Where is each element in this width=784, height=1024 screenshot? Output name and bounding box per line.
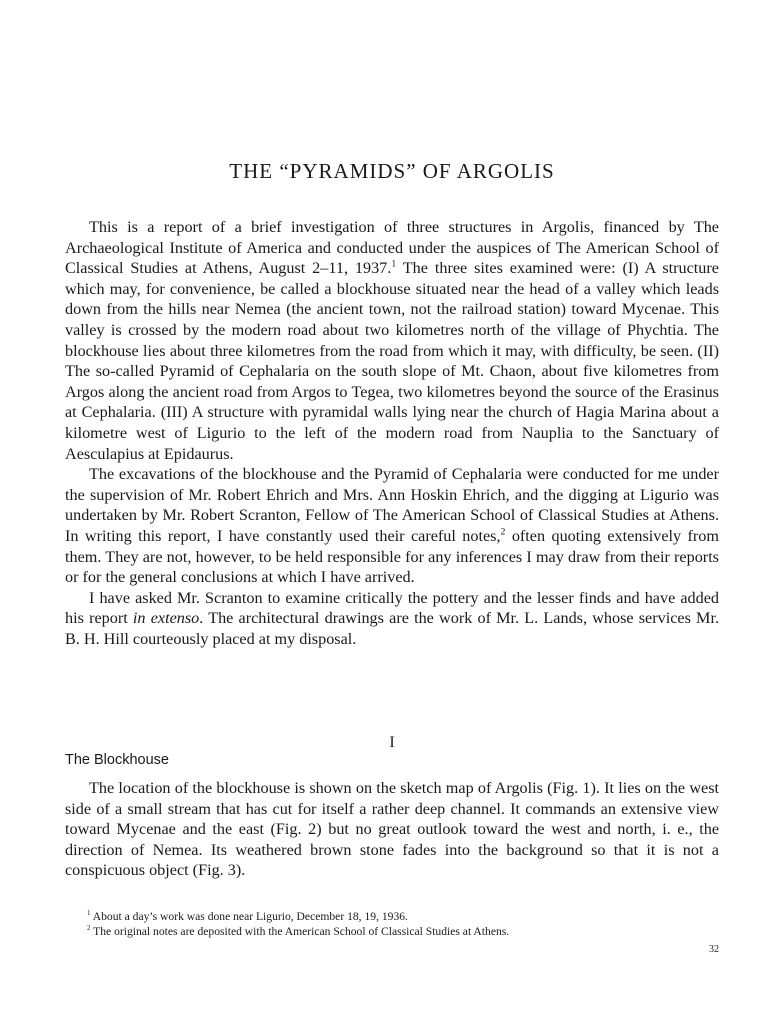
footnote-text: About a day’s work was done near Ligurio, December 18, 19, 1936. [90,910,408,923]
section-numeral: I [389,734,395,751]
section-text [65,778,719,881]
footnote-marker: 1 [87,909,91,918]
footnote-ref[interactable]: 1 [391,258,397,270]
footnote-marker: 2 [87,924,91,933]
text-run: The excavations of the blockhouse and the Pyramid of Cephalaria were conducted for me under the supervision of Mr. Robert Ehrich and Mrs. Ann Hoskin Ehrich, and the digging at Ligurio was undertaken by Mr. Robert Scranton, Fellow of The American School of Classical Studies at Athens. In writing this report, I have constantly used their careful notes, [65,465,719,545]
intro-text [65,217,719,649]
text-run: The three sites examined were: (I) A structure which may, for convenience, be called a blockhouse situated near the head of a valley which leads down from the hills near Nemea (the ancient town, not the railroad station) toward Mycenae. This valley is crossed by the modern road about two kilometres north of the village of Phychtia. The blockhouse lies about three kilometres from the road from which it may, with difficulty, be seen. (II) The so-called Pyramid of Cephalaria on the south slope of Mt. Chaon, about five kilometres from Argos along the ancient road from Argos to Tegea, two kilometres beyond the source of the Erasinus at Cephalaria. (III) A structure with pyramidal walls lying near the church of Hagia Marina about a kilometre west of Ligurio to the left of the modern road from Nauplia to the Sanctuary of Aesculapius at Epidaurus. [65,259,719,463]
paragraph-2 [65,464,719,588]
text-run: I have asked Mr. Scranton to examine critically the pottery and the lesser finds and have added his report [65,588,719,628]
text-run: This is a report of a brief investigation of three structures in Argolis, financed by The Archaeological Institute of America and conducted under the auspices of The American School of Classical Studies at Athens, August 2–11, 1937. [65,218,719,278]
italic-phrase: in extenso [132,609,200,628]
text-run: The location of the blockhouse is shown on the sketch map of Argolis (Fig. 1). It lies on the west side of a small stream that has cut for itself a rather deep channel. It commands an extensive view toward Mycenae and the east (Fig. 2) but no great outlook toward the west and north, i. e., the direction of Nemea. Its weathered brown stone fades into the background so that it is not a conspicuous object (Fig. 3). [65,779,719,880]
text-run: often quoting extensively from them. They are not, however, to be held responsible for any inferences I may draw from their reports or for the general conclusions at which I have arrived. [65,526,719,587]
paragraph-1 [65,217,719,464]
footnote-ref[interactable]: 2 [500,526,506,538]
section-heading: The Blockhouse [65,752,169,768]
footnote-text: The original notes are deposited with the American School of Classical Studies at Athens. [90,925,510,938]
footnotes [87,909,719,939]
footnote-1 [87,909,719,924]
footnote-2 [87,924,719,939]
section-paragraph-1 [65,778,719,881]
article-title: THE “PYRAMIDS” OF ARGOLIS [229,159,555,183]
page-number: 32 [709,944,719,955]
paragraph-3 [65,588,719,650]
text-run: . The architectural drawings are the work of Mr. L. Lands, whose services Mr. B. H. Hill courteously placed at my disposal. [65,609,719,648]
